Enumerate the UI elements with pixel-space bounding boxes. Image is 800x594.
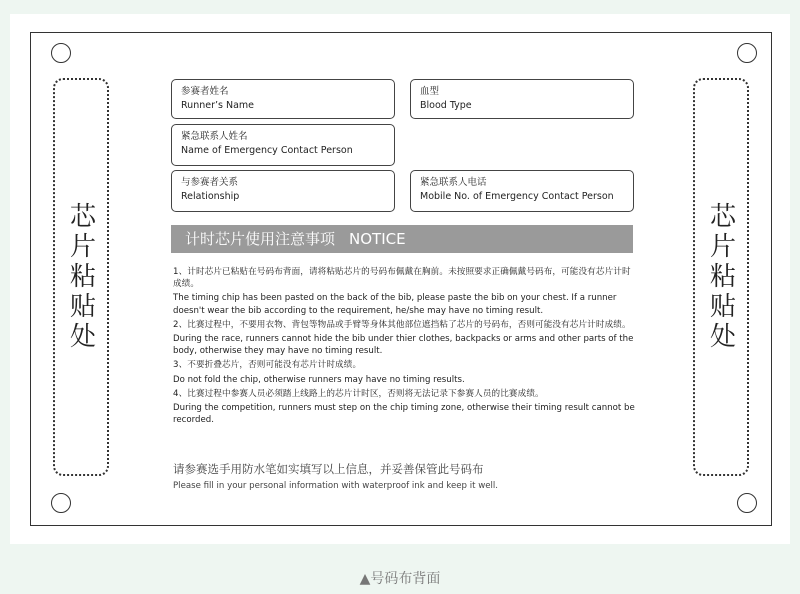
emergency-phone-label-cn: 紧急联系人电话: [420, 177, 487, 188]
notice-item-en: The timing chip has been pasted on the back of the bib, please paste the bib on your chest. If a runner doesn't wear the bib according to the requirement, he/she may have no timing result.: [173, 293, 617, 316]
image-caption: ▲号码布背面: [359, 571, 441, 587]
corner-hole-top-right: [737, 43, 757, 63]
emergency-phone-field[interactable]: [410, 170, 634, 212]
chip-paste-zone-left: [53, 78, 109, 476]
corner-hole-bottom-left: [51, 493, 71, 513]
footer-instruction-cn: 请参赛选手用防水笔如实填写以上信息，并妥善保管此号码布: [173, 462, 484, 476]
notice-item: [173, 266, 635, 317]
notice-item-cn: 2、比赛过程中，不要用衣物、背包等物品或手臂等身体其他部位遮挡粘了芯片的号码布，否则可能没有芯片计时成绩。: [173, 319, 631, 330]
notice-item-cn: 4、比赛过程中参赛人员必须踏上线路上的芯片计时区，否则将无法记录下参赛人员的比赛成绩。: [173, 388, 544, 399]
notice-item-cn: 3、不要折叠芯片，否则可能没有芯片计时成绩。: [173, 360, 362, 371]
emergency-phone-label-en: Mobile No. of Emergency Contact Person: [420, 191, 614, 202]
corner-hole-bottom-right: [737, 493, 757, 513]
emergency-contact-label-en: Name of Emergency Contact Person: [181, 145, 353, 156]
emergency-contact-field[interactable]: [171, 124, 395, 166]
chip-zone-label-right: 芯片粘贴处: [705, 202, 736, 352]
runner-name-field[interactable]: [171, 79, 395, 119]
relationship-label-en: Relationship: [181, 191, 240, 202]
blood-type-label-en: Blood Type: [420, 100, 472, 111]
notice-item-en: During the race, runners cannot hide the bib under thier clothes, backpacks or arms and other parts of the body, otherwise they may have no timing result.: [173, 334, 634, 357]
notice-title-en: NOTICE: [349, 230, 406, 248]
notice-header: [171, 225, 633, 253]
notice-item: [173, 388, 635, 427]
emergency-contact-label-cn: 紧急联系人姓名: [181, 131, 248, 142]
notice-item: [173, 319, 635, 358]
notice-list: [173, 266, 635, 428]
notice-item-en: Do not fold the chip, otherwise runners may have no timing results.: [173, 374, 465, 385]
notice-item: [173, 359, 635, 385]
notice-title-cn: 计时芯片使用注意事项: [185, 230, 336, 248]
chip-paste-zone-right: [693, 78, 749, 476]
footer-instruction-en: Please fill in your personal information with waterproof ink and keep it well.: [173, 481, 499, 491]
relationship-label-cn: 与参赛者关系: [181, 177, 239, 188]
notice-item-en: During the competition, runners must step on the chip timing zone, otherwise their timing result cannot be recorded.: [173, 403, 635, 426]
relationship-field[interactable]: [171, 170, 395, 212]
chip-zone-label-left: 芯片粘贴处: [65, 202, 96, 352]
runner-name-label-cn: 参赛者姓名: [181, 86, 229, 97]
blood-type-field[interactable]: [410, 79, 634, 119]
notice-item-cn: 1、计时芯片已粘贴在号码布背面，请将粘贴芯片的号码布佩戴在胸前。未按照要求正确佩戴号码布，可能没有芯片计时成绩。: [173, 267, 631, 290]
blood-type-label-cn: 血型: [420, 86, 440, 97]
corner-hole-top-left: [51, 43, 71, 63]
runner-name-label-en: Runner’s Name: [181, 100, 255, 111]
race-bib-back: [30, 32, 772, 526]
